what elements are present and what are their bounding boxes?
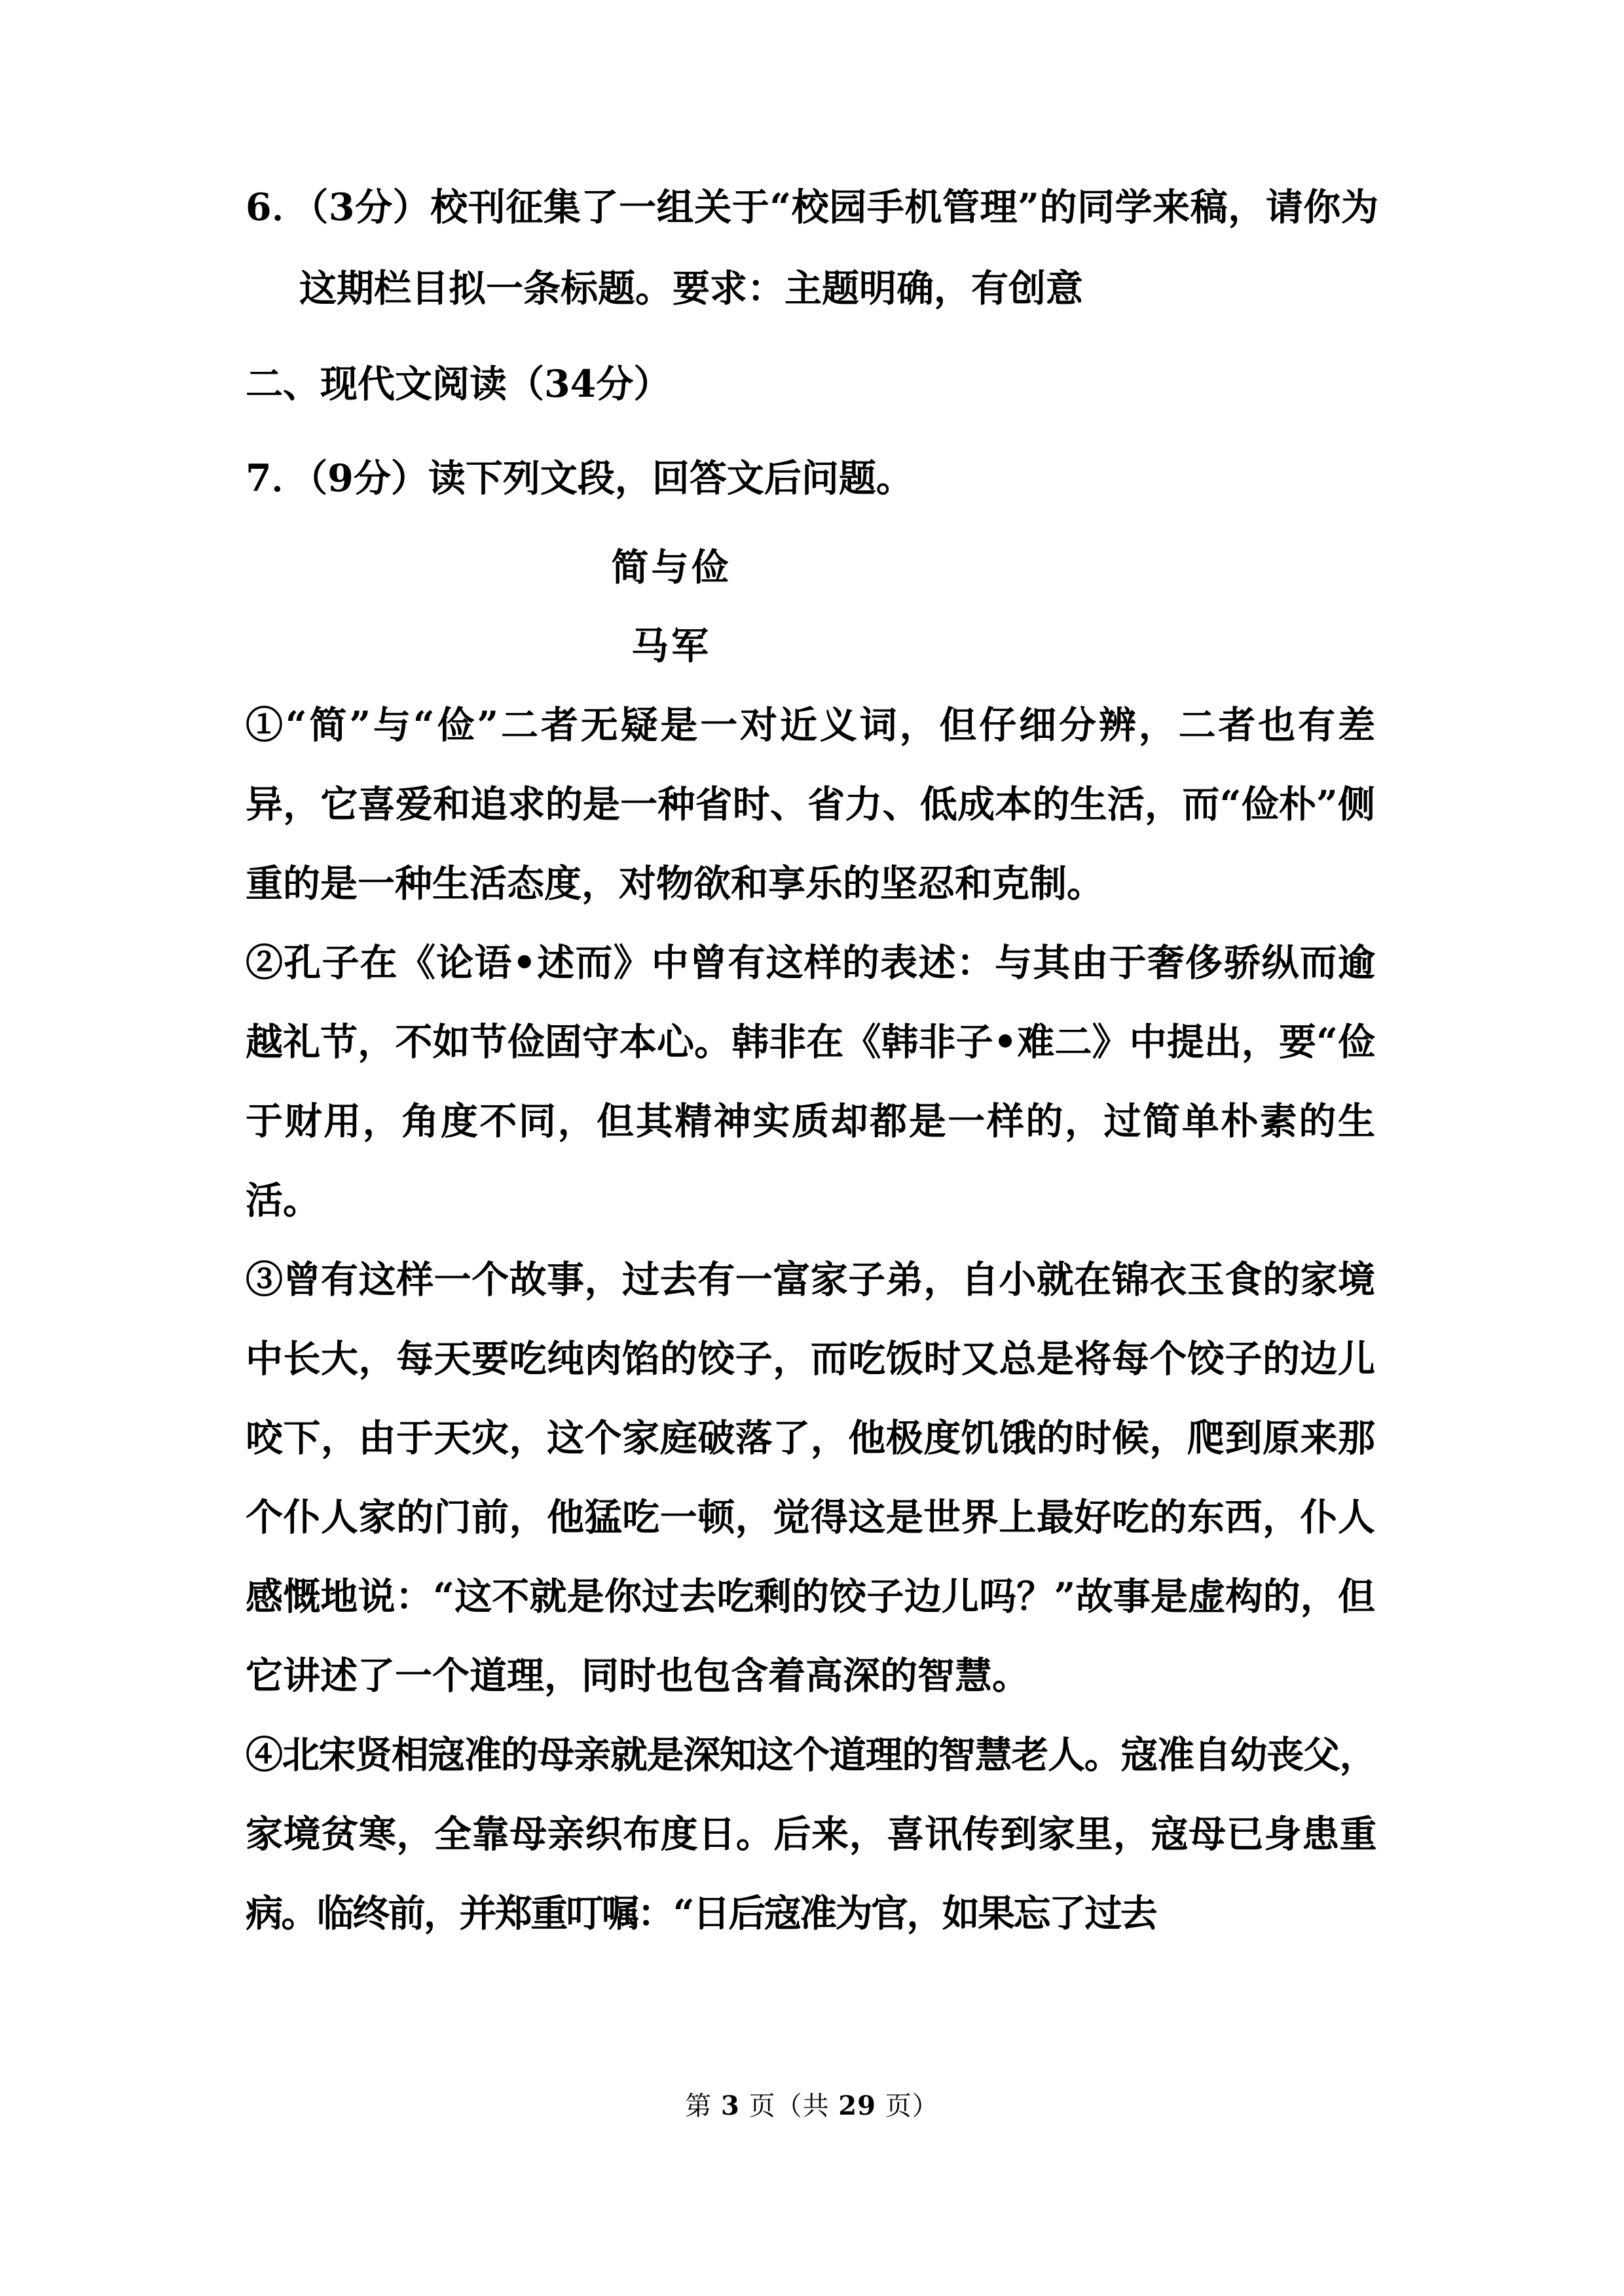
passage-paragraph-1 <box>246 685 1375 923</box>
paragraph-text-2: 孔子在《论语•述而》中曾有这样的表述：与其由于奢侈骄纵而逾越礼节，不如节俭固守本心。韩非在《韩非子•难二》中提出，要“俭于财用，角度不同，但其精神实质却都是一样的，过简单朴素的生活。 <box>246 941 1376 1222</box>
question-6-number: 6． <box>246 185 310 229</box>
paragraph-marker-3: ③ <box>246 1258 284 1302</box>
section-heading-two <box>246 344 1378 425</box>
paragraph-marker-2: ② <box>246 941 284 985</box>
question-7-marks: （9分） <box>308 456 428 500</box>
question-7 <box>246 438 1378 519</box>
question-6-text: 校刊征集了一组关于“校园手机管理”的同学来稿，请你为这期栏目拟一条标题。要求：主题明确，有创意 <box>299 185 1378 310</box>
footer-total-pages: 29 <box>838 2090 876 2121</box>
reading-passage <box>246 528 1378 1953</box>
paragraph-text-4: 北宋贤相寇准的母亲就是深知这个道理的智慧老人。寇准自幼丧父，家境贫寒，全靠母亲织布度日。后来，喜讯传到家里，寇母已身患重病。临终前，并郑重叮嘱：“日后寇准为官，如果忘了过去 <box>246 1733 1375 1935</box>
paragraph-marker-1: ① <box>246 703 286 747</box>
passage-paragraph-4 <box>246 1715 1375 1953</box>
passage-paragraph-2 <box>246 923 1375 1240</box>
page-content <box>246 167 1378 1953</box>
section-heading-two-label: 二、现代文阅读（34分） <box>246 362 671 406</box>
footer-current-page: 3 <box>721 2090 740 2121</box>
paragraph-text-3: 曾有这样一个故事，过去有一富家子弟，自小就在锦衣玉食的家境中长大，每天要吃纯肉馅的饺子，而吃饭时又总是将每个饺子的边儿咬下，由于天灾，这个家庭破落了，他极度饥饿的时候，爬到原来那个仆人家的门前，他猛吃一顿，觉得这是世界上最好吃的东西，仆人感慨地说：“这不就是你过去吃剩的饺子边儿吗？”故事是虚构的，但它讲述了一个道理，同时也包含着高深的智慧。 <box>246 1258 1376 1698</box>
passage-author: 马军 <box>631 624 711 668</box>
page-footer <box>0 2090 1624 2122</box>
paragraph-marker-4: ④ <box>246 1733 282 1777</box>
question-7-text: 读下列文段，回答文后问题。 <box>428 456 913 500</box>
footer-suffix: 页） <box>885 2091 939 2121</box>
footer-prefix: 第 <box>685 2091 712 2121</box>
question-7-number: 7． <box>246 456 309 500</box>
passage-paragraph-3 <box>246 1240 1375 1715</box>
question-6-marks: （3分） <box>309 185 431 229</box>
footer-middle: 页（共 <box>748 2091 830 2121</box>
question-6 <box>246 167 1378 329</box>
passage-title: 简与俭 <box>611 545 731 589</box>
paragraph-text-1: “简”与“俭”二者无疑是一对近义词，但仔细分辨，二者也有差异，它喜爱和追求的是一种省时、省力、低成本的生活，而“俭朴”侧重的是一种生活态度，对物欲和享乐的坚忍和克制。 <box>246 703 1375 905</box>
